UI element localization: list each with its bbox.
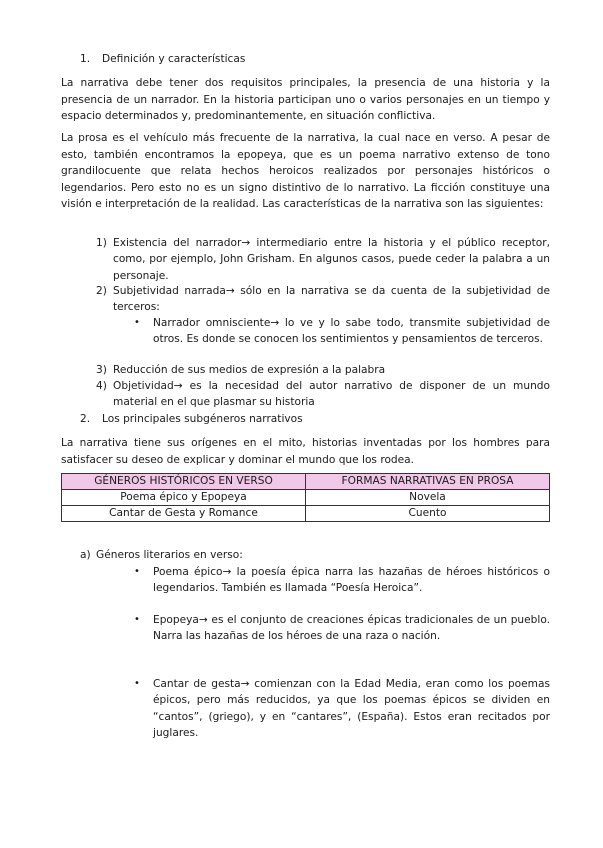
characteristic-item-1	[96, 235, 550, 284]
sub-bullet-narrador	[134, 315, 550, 348]
item-number: 3)	[96, 364, 107, 376]
verse-genre-text: Epopeya→ es el conjunto de creaciones épicas tradicionales de un pueblo. Narra las hazañas de los héroes de una raza o nación.	[153, 614, 550, 643]
subsection-a-heading	[80, 547, 243, 563]
sub-bullet-text: Narrador omnisciente→ lo ve y lo sabe todo, transmite subjetividad de otros. Es donde se conocen los sentimientos y pensamientos de terceros.	[153, 317, 550, 346]
subsection-a-title: Géneros literarios en verso:	[96, 549, 243, 561]
section-1-title: Definición y características	[102, 53, 246, 65]
paragraph-3: La narrativa tiene sus orígenes en el mito, historias inventadas por los hombres para satisfacer su deseo de explicar y dominar el mundo que los rodea.	[61, 437, 550, 466]
item-text: Subjetividad narrada→ sólo en la narrativa se da cuenta de la subjetividad de terceros:	[113, 285, 550, 314]
table-cell: Novela	[306, 490, 550, 506]
section-1-number: 1.	[80, 53, 91, 65]
bullet-icon: •	[134, 614, 140, 625]
section-2-heading	[80, 411, 303, 427]
verse-genre-text: Cantar de gesta→ comienzan con la Edad Media, eran como los poemas épicos, pero más reducidos, ya que los poemas épicos se dividen en “cantos”, (griego), y en “cantares”, (España). Estos eran recitados por juglares.	[153, 678, 550, 740]
item-text: Existencia del narrador→ intermediario entre la historia y el público receptor, como, por ejemplo, John Grisham. En algunos casos, puede ceder la palabra a un personaje.	[113, 237, 550, 282]
bullet-icon: •	[134, 678, 140, 689]
bullet-icon: •	[134, 317, 140, 328]
section-2-number: 2.	[80, 413, 91, 425]
paragraph-1: La narrativa debe tener dos requisitos principales, la presencia de una historia y la presencia de un narrador. En la historia participan uno o varios personajes en un tiempo y espacio determinados y, predominantemente, en situación conflictiva.	[61, 77, 550, 123]
bullet-icon: •	[134, 566, 140, 577]
table-header-row	[62, 474, 550, 490]
table-cell: Poema épico y Epopeya	[62, 490, 306, 506]
section-2-title: Los principales subgéneros narrativos	[102, 413, 303, 425]
item-number: 1)	[96, 237, 107, 249]
verse-genre-cantar-de-gesta	[134, 676, 550, 742]
verse-genre-text: Poema épico→ la poesía épica narra las hazañas de héroes históricos o legendarios. También es llamada “Poesía Heroica”.	[153, 566, 550, 595]
table-row	[62, 506, 550, 522]
item-number: 4)	[96, 380, 107, 392]
item-text: Objetividad→ es la necesidad del autor narrativo de disponer de un mundo material en el que plasmar su historia	[113, 380, 550, 409]
section-1-heading	[80, 51, 245, 67]
item-number: 2)	[96, 285, 107, 297]
table-header-cell: FORMAS NARRATIVAS EN PROSA	[306, 474, 550, 490]
table-cell: Cantar de Gesta y Romance	[62, 506, 306, 522]
paragraph-2: La prosa es el vehículo más frecuente de la narrativa, la cual nace en verso. A pesar de esto, también encontramos la epopeya, que es un poema narrativo extenso de tono grandilocuente que relata hechos heroicos realizados por personajes históricos o legendarios. Pero esto no es un signo distintivo de lo narrativo. La ficción constituye una visión e interpretación de la realidad. Las características de la narrativa son las siguientes:	[61, 132, 550, 211]
item-text: Reducción de sus medios de expresión a la palabra	[113, 364, 386, 376]
table-row	[62, 490, 550, 506]
verse-genre-epopeya	[134, 612, 550, 645]
table-header-cell: GÉNEROS HISTÓRICOS EN VERSO	[62, 474, 306, 490]
subsection-a-label: a)	[80, 549, 91, 561]
table-cell: Cuento	[306, 506, 550, 522]
characteristic-item-2	[96, 283, 550, 316]
characteristic-item-4	[96, 378, 550, 411]
genres-table	[61, 473, 550, 522]
verse-genre-poema-epico	[134, 564, 550, 597]
characteristic-item-3	[96, 362, 550, 378]
